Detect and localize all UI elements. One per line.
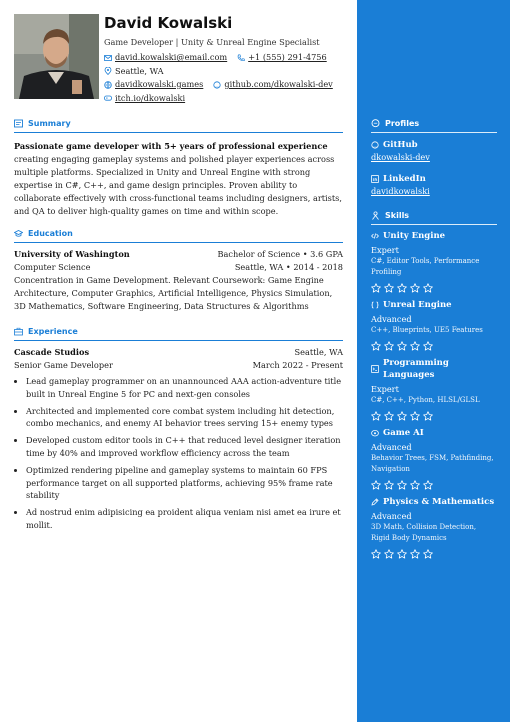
skill-name: Unreal Engine	[383, 300, 452, 310]
gamepad-icon	[104, 94, 112, 102]
experience-bullet: • Developed custom editor tools in C++ that reduced level designer iteration time by 40% and improved workflow efficiency across the team	[26, 434, 343, 459]
sidebar	[357, 0, 510, 722]
profile-item	[371, 173, 497, 197]
brain-icon	[371, 429, 379, 437]
skill-item	[371, 427, 497, 490]
github-icon	[371, 141, 379, 149]
star-icon	[423, 341, 433, 351]
company-location: Seattle, WA	[294, 347, 343, 357]
github-icon	[213, 81, 221, 89]
website-link[interactable]: davidkowalski.games	[115, 79, 204, 89]
profile-network: LinkedIn	[383, 174, 426, 184]
header	[104, 14, 344, 105]
star-icon	[397, 549, 407, 559]
mail-icon	[104, 54, 112, 62]
profile-item	[371, 139, 497, 163]
job-dates: March 2022 - Present	[252, 360, 343, 370]
education-heading: Education	[14, 229, 343, 243]
skills-section	[371, 211, 497, 559]
company-name: Cascade Studios	[14, 347, 90, 357]
profiles-heading: Profiles	[371, 119, 497, 133]
profile-network: GitHub	[383, 140, 418, 150]
candidate-name: David Kowalski	[104, 14, 233, 32]
skill-rating	[371, 341, 497, 351]
profile-username-link[interactable]: davidkowalski	[371, 186, 430, 196]
skill-level: Expert	[371, 384, 399, 394]
star-icon	[410, 283, 420, 293]
skill-rating	[371, 549, 497, 559]
experience-row-1	[14, 346, 343, 359]
field-of-study: Computer Science	[14, 262, 91, 272]
education-section	[14, 229, 343, 313]
education-row-1	[14, 248, 343, 261]
skill-item	[371, 230, 497, 293]
summary-icon	[14, 119, 23, 128]
skill-keywords: 3D Math, Collision Detection, Rigid Body Dynamics	[371, 523, 477, 542]
star-icon	[423, 549, 433, 559]
globe-icon	[104, 81, 112, 89]
headline: Game Developer | Unity & Unreal Engine Specialist	[104, 37, 320, 47]
star-icon	[384, 549, 394, 559]
degree-gpa: Bachelor of Science • 3.6 GPA	[217, 249, 343, 259]
skill-level: Expert	[371, 245, 399, 255]
star-icon	[371, 283, 381, 293]
star-icon	[423, 480, 433, 490]
summary-heading: Summary	[14, 119, 343, 133]
skill-name: Physics & Mathematics	[383, 497, 495, 507]
star-icon	[371, 341, 381, 351]
education-location-dates: Seattle, WA • 2014 - 2018	[234, 262, 343, 272]
skill-rating	[371, 480, 497, 490]
skill-keywords: C#, C++, Python, HLSL/GLSL	[371, 396, 480, 404]
skill-item	[371, 357, 497, 421]
summary-lead: Passionate game developer with 5+ years of professional experience	[14, 141, 328, 151]
phone-link[interactable]: +1 (555) 291-4756	[248, 52, 327, 62]
profile-username-link[interactable]: dkowalski-dev	[371, 152, 430, 162]
experience-bullet: • Lead gameplay programmer on an unannounced AAA action-adventure title built in Unreal Engine 5 for PC and next-gen consoles	[26, 375, 343, 400]
star-icon	[384, 411, 394, 421]
skill-item	[371, 496, 497, 559]
skill-name: Unity Engine	[383, 231, 446, 241]
summary-text	[14, 140, 343, 218]
job-role: Senior Game Developer	[14, 360, 113, 370]
education-row-2	[14, 261, 343, 274]
star-icon	[384, 341, 394, 351]
summary-section	[14, 119, 343, 218]
graduation-cap-icon	[14, 229, 23, 238]
pen-icon	[371, 498, 379, 506]
skill-keywords: C++, Blueprints, UE5 Features	[371, 326, 483, 334]
itch-link[interactable]: itch.io/dkowalski	[115, 92, 186, 103]
linkedin-icon	[371, 175, 379, 183]
skill-rating	[371, 411, 497, 421]
skill-name: Programming Languages	[383, 358, 449, 380]
profile-photo	[14, 14, 99, 99]
skills-heading: Skills	[371, 211, 497, 225]
coursework: Concentration in Game Development. Relevant Coursework: Game Engine Architecture, Computer Graphics, Artificial Intelligence, Physics Simulation, 3D Mathematics, Software Engineering, Data Structures & Algorithms	[14, 275, 333, 311]
experience-bullet: • Optimized rendering pipeline and gameplay systems to maintain 60 FPS performance target on all supported platforms, achieving 95% frame rate stability	[26, 464, 343, 502]
school-name: University of Washington	[14, 249, 130, 259]
star-icon	[397, 341, 407, 351]
star-icon	[397, 480, 407, 490]
contact-row-4	[104, 92, 344, 106]
star-icon	[371, 549, 381, 559]
star-icon	[423, 283, 433, 293]
location-text: Seattle, WA	[115, 65, 164, 76]
star-icon	[410, 341, 420, 351]
star-icon	[371, 411, 381, 421]
experience-bullet: • Ad nostrud enim adipisicing ea proident aliqua veniam nisi amet ea irure et mollit.	[26, 506, 343, 531]
star-icon	[397, 283, 407, 293]
phone-icon	[237, 54, 245, 62]
experience-heading: Experience	[14, 327, 343, 341]
brackets-icon	[371, 301, 379, 309]
profiles-section	[371, 119, 497, 197]
star-icon	[410, 411, 420, 421]
location-icon	[104, 67, 112, 75]
summary-body: creating engaging gameplay systems and polished player experiences across multiple platforms. Specialized in Unity and Unreal Engine with strong expertise in C#, C++, and game design principles. Proven ability to collaborate effectively with cross-functional teams including designers, artists, and QA to deliver high-quality games on time and within scope.	[14, 154, 342, 216]
skill-rating	[371, 283, 497, 293]
star-icon	[410, 480, 420, 490]
contact-row-1	[104, 51, 344, 65]
terminal-icon	[371, 365, 379, 373]
experience-bullet: • Architected and implemented core combat system including hit detection, combo mechanics, and enemy AI behavior trees serving 15+ enemy types	[26, 405, 343, 430]
contact-row-3	[104, 78, 344, 92]
skill-level: Advanced	[371, 442, 412, 452]
skill-level: Advanced	[371, 511, 412, 521]
star-icon	[397, 411, 407, 421]
skill-keywords: Behavior Trees, FSM, Pathfinding, Navigation	[371, 454, 494, 473]
briefcase-icon	[14, 327, 23, 336]
skill-keywords: C#, Editor Tools, Performance Profiling	[371, 257, 480, 276]
github-link[interactable]: github.com/dkowalski-dev	[224, 79, 333, 89]
skills-icon	[371, 211, 380, 220]
email-link[interactable]: david.kowalski@email.com	[115, 52, 228, 62]
experience-row-2	[14, 359, 343, 372]
skill-level: Advanced	[371, 314, 412, 324]
star-icon	[384, 283, 394, 293]
code-icon	[371, 232, 379, 240]
skill-name: Game AI	[383, 428, 424, 438]
star-icon	[423, 411, 433, 421]
experience-bullets	[14, 375, 343, 532]
star-icon	[384, 480, 394, 490]
star-icon	[371, 480, 381, 490]
experience-section	[14, 327, 343, 536]
star-icon	[410, 549, 420, 559]
skill-item	[371, 299, 497, 351]
chat-icon	[371, 119, 380, 128]
contact-row-2	[104, 65, 344, 79]
